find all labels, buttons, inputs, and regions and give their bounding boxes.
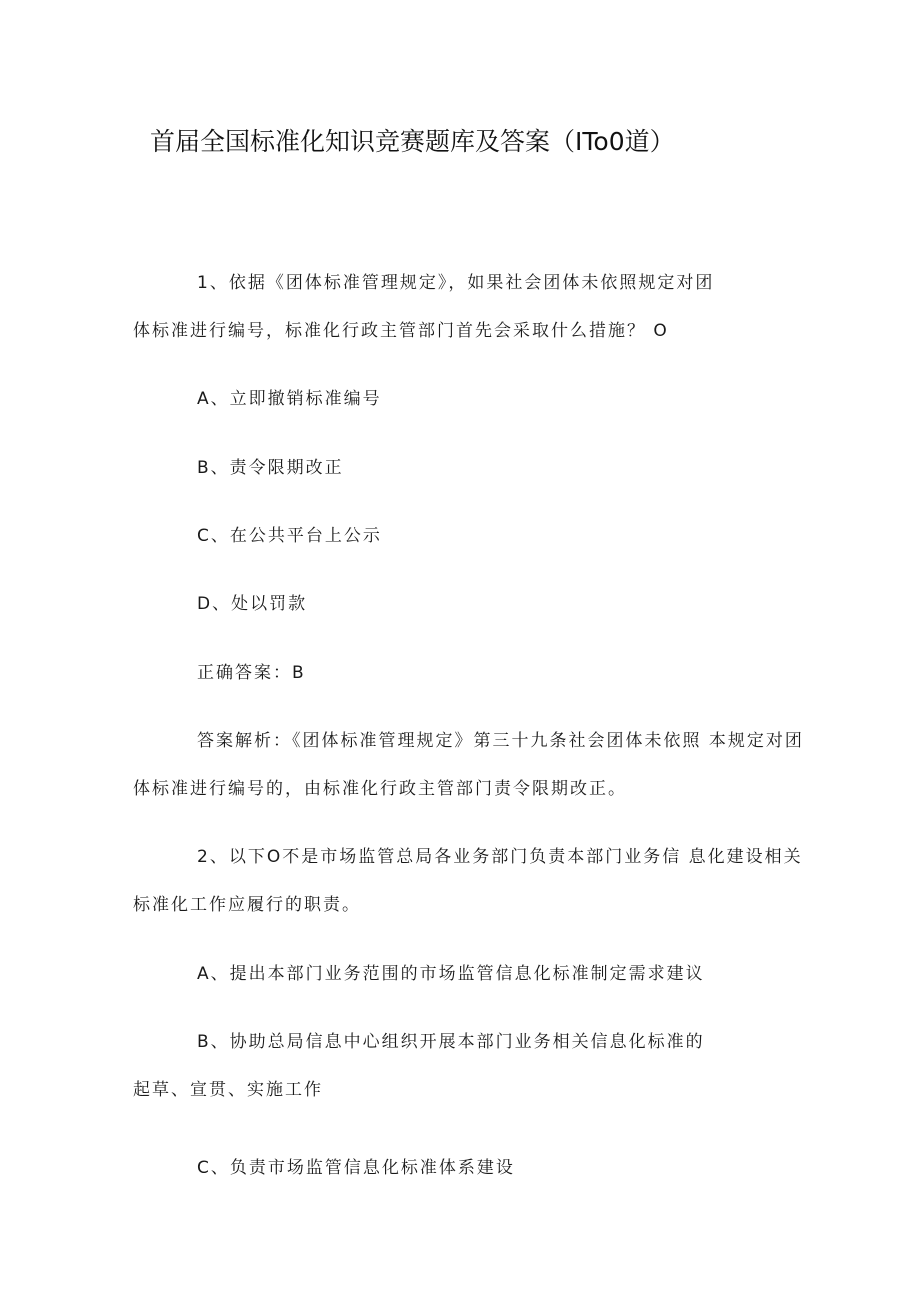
q1-option-c: C、在公共平台上公示 [197,526,382,546]
q1-analysis-line1: 答案解析：《团体标准管理规定》第三十九条社会团体未依照 本规定对团 [197,731,804,751]
q1-option-b: B、责令限期改正 [197,458,344,478]
q1-option-a: A、立即撤销标准编号 [197,389,382,409]
document-title: 首届全国标准化知识竞赛题库及答案（ITo0道） [150,127,675,156]
q2-stem-line2: 标准化工作应履行的职责。 [133,895,361,915]
q2-stem-line1: 2、以下O不是市场监管总局各业务部门负责本部门业务信 息化建设相关 [197,847,803,867]
q1-analysis-line2: 体标准进行编号的，由标准化行政主管部门责令限期改正。 [133,779,627,799]
q1-option-d: D、处以罚款 [197,594,308,614]
q2-option-c: C、负责市场监管信息化标准体系建设 [197,1158,515,1178]
q2-option-b-line2: 起草、宣贯、实施工作 [133,1080,323,1100]
q1-answer: 正确答案：B [197,663,306,683]
q1-stem-line1: 1、依据《团体标准管理规定》，如果社会团体未依照规定对团 [197,273,715,293]
q1-stem-line2: 体标准进行编号，标准化行政主管部门首先会采取什么措施？ O [133,321,669,341]
q2-option-b-line1: B、协助总局信息中心组织开展本部门业务相关信息化标准的 [197,1032,705,1052]
q2-option-a: A、提出本部门业务范围的市场监管信息化标准制定需求建议 [197,964,705,984]
